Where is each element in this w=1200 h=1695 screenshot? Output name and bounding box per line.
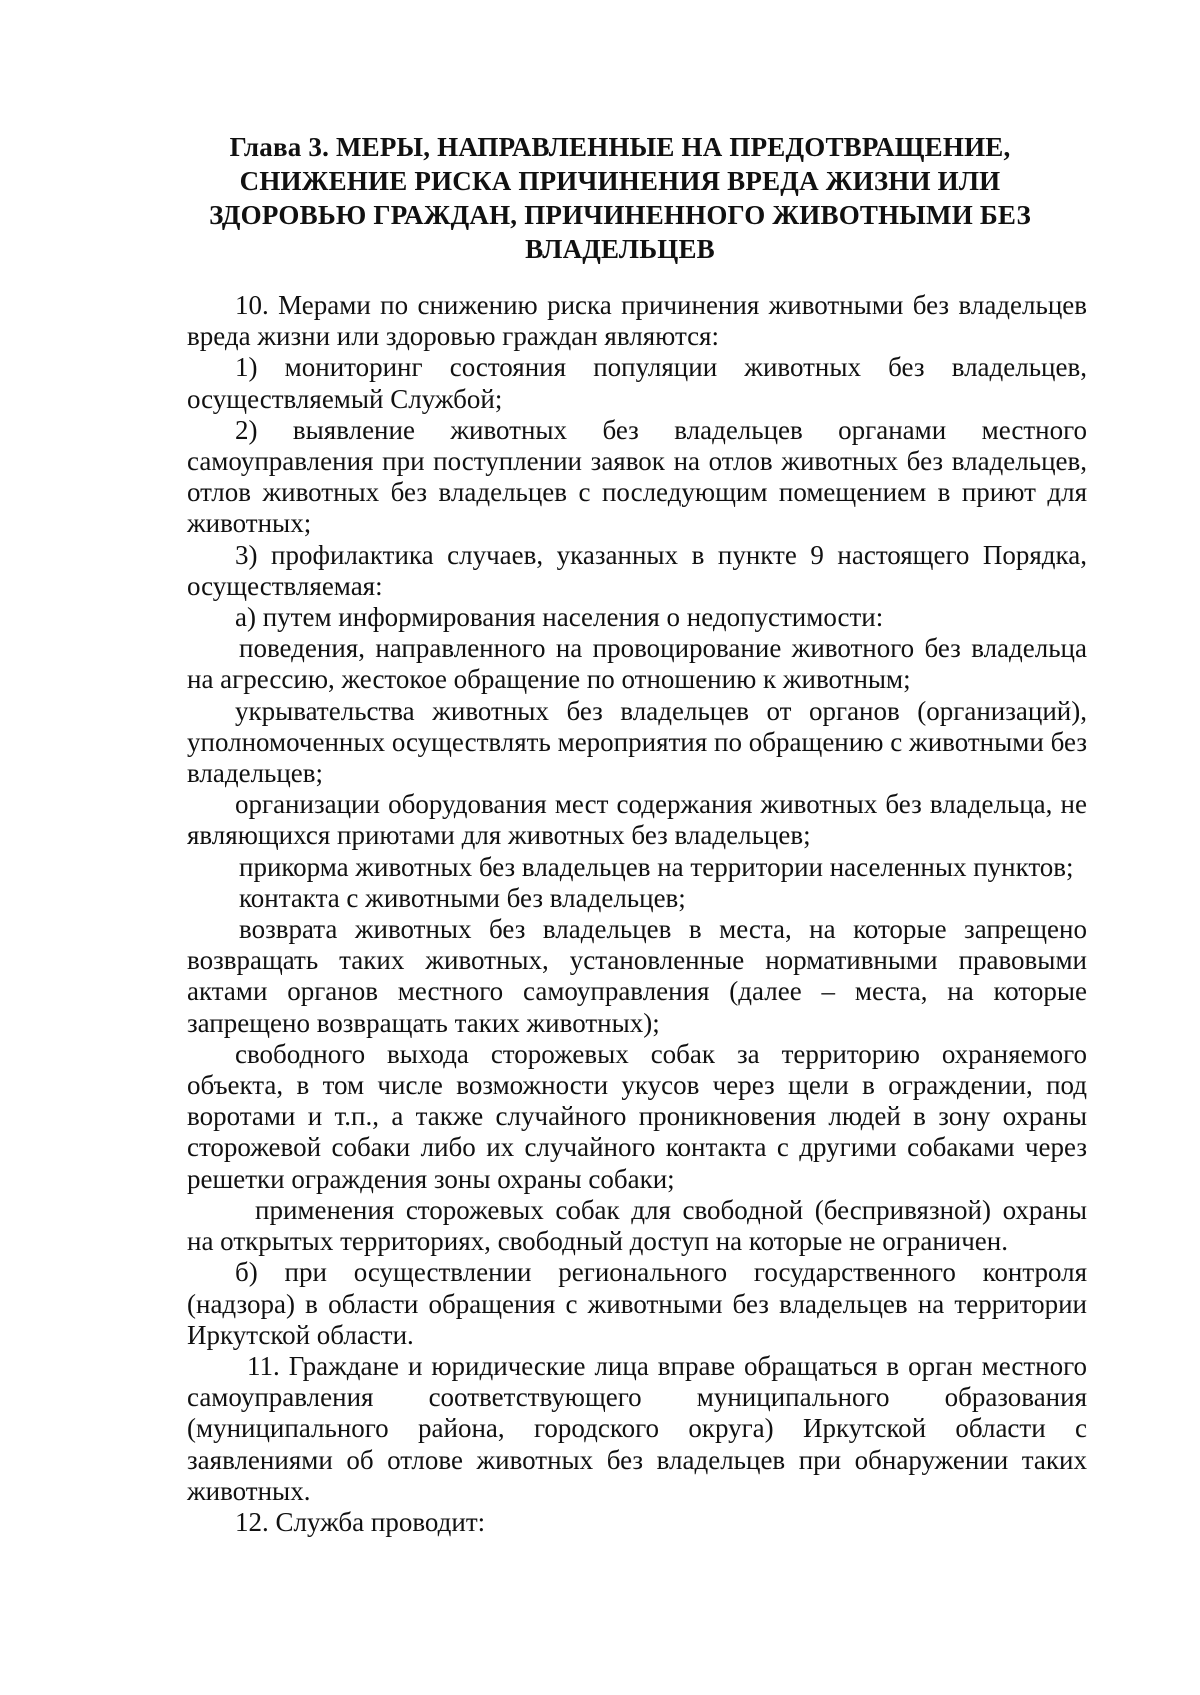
paragraph-10: 10. Мерами по снижению риска причинения животными без владельцев вреда жизни или здоровью граждан являются:: [187, 290, 1087, 352]
list-item: укрывательства животных без владельцев от органов (организаций), уполномоченных осуществлять мероприятия по обращению с животными без владельцев;: [187, 695, 1087, 789]
list-item: поведения, направленного на провоцирование животного без владельца на агрессию, жестокое обращение по отношению к животным;: [187, 633, 1087, 695]
heading-line-4: ВЛАДЕЛЬЦЕВ: [525, 234, 715, 264]
list-item: контакта с животными без владельцев;: [239, 882, 686, 913]
document-body: [187, 290, 1087, 1538]
heading-line-2: СНИЖЕНИЕ РИСКА ПРИЧИНЕНИЯ ВРЕДА ЖИЗНИ ИЛИ: [239, 166, 1001, 196]
paragraph-12: 12. Служба проводит:: [235, 1506, 486, 1537]
chapter-heading: [180, 130, 1060, 266]
list-item: свободного выхода сторожевых собак за территорию охраняемого объекта, в том числе возможности укусов через щели в ограждении, под воротами и т.п., а также случайного проникновения людей в зону охраны сторожевой собаки либо их случайного контакта с другими собаками через решетки ограждения зоны охраны собаки;: [187, 1038, 1087, 1194]
list-item: применения сторожевых собак для свободной (беспривязной) охраны на открытых территориях, свободный доступ на которые не ограничен.: [187, 1194, 1087, 1257]
subitem-b: б) при осуществлении регионального государственного контроля (надзора) в области обращения с животными без владельцев на территории Иркутской области.: [187, 1257, 1087, 1350]
list-item: возврата животных без владельцев в места, на которые запрещено возвращать таких животных, установленные нормативными правовыми актами органов местного самоуправления (далее – места, на которые запрещено возвращать таких животных);: [187, 914, 1087, 1038]
subitem-a: а) путем информирования населения о недопустимости:: [235, 602, 884, 633]
list-item: организации оборудования мест содержания животных без владельца, не являющихся приютами для животных без владельцев;: [187, 789, 1087, 851]
heading-line-3: ЗДОРОВЬЮ ГРАЖДАН, ПРИЧИНЕННОГО ЖИВОТНЫМИ БЕЗ: [209, 200, 1031, 230]
paragraph-10-item-1: 1) мониторинг состояния популяции животных без владельцев, осуществляемый Службой;: [187, 352, 1087, 414]
paragraph-10-item-2: 2) выявление животных без владельцев органами местного самоуправления при поступлении заявок на отлов животных без владельцев, отлов животных без владельцев с последующим помещением в приют для животных;: [187, 414, 1087, 539]
paragraph-10-item-3: 3) профилактика случаев, указанных в пункте 9 настоящего Порядка, осуществляемая:: [187, 539, 1087, 601]
paragraph-11: 11. Граждане и юридические лица вправе обращаться в орган местного самоуправления соответствующего муниципального образования (муниципального района, городского округа) Иркутской области с заявлениями об отлове животных без владельцев при обнаружении таких животных.: [187, 1350, 1087, 1506]
heading-line-1: Глава 3. МЕРЫ, НАПРАВЛЕННЫЕ НА ПРЕДОТВРАЩЕНИЕ,: [229, 132, 1011, 162]
list-item: прикорма животных без владельцев на территории населенных пунктов;: [239, 851, 1074, 882]
